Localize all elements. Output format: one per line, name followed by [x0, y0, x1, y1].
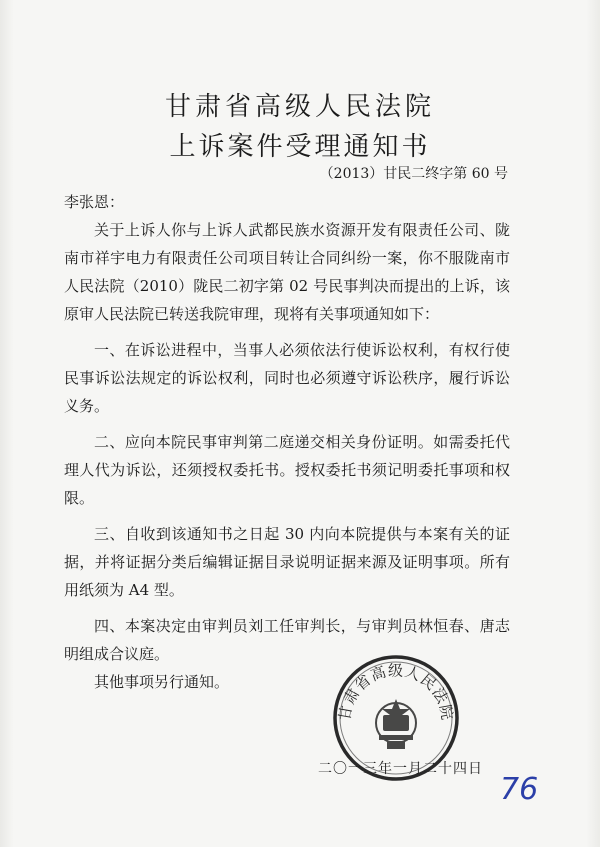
paragraph-item-3: 三、自收到该通知书之日起 30 内向本院提供与本案有关的证据，并将证据分类后编辑证据目录说明证据来源及证明事项。所有用纸须为 A4 型。: [64, 525, 510, 599]
paragraph-intro: 关于上诉人你与上诉人武都民族水资源开发有限责任公司、陇南市祥宇电力有限责任公司项目转让合同纠纷一案，你不服陇南市人民法院（2010）陇民二初字第 02 号民事判决而提出的上诉，该原审人民法院已转送我院审理，现将有关事项通知如下：: [64, 221, 510, 323]
notice-body: [64, 188, 510, 696]
paragraph-item-4: 四、本案决定由审判员刘工任审判长，与审判员林恒春、唐志明组成合议庭。: [64, 617, 510, 663]
salutation: 李张恩：: [64, 193, 125, 211]
handwritten-page-number: 76: [500, 772, 539, 807]
paragraph-closing: 其他事项另行通知。: [94, 673, 230, 691]
issue-date: 二〇一三年一月二十四日: [318, 761, 483, 777]
paragraph-item-2: 二、应向本院民事审判第二庭递交相关身份证明。如需委托代理人代为诉讼，还须授权委托书。授权委托书须记明委托事项和权限。: [64, 433, 510, 507]
paragraph-item-1: 一、在诉讼进程中，当事人必须依法行使诉讼权利，有权行使民事诉讼法规定的诉讼权利，同时也必须遵守诉讼秩序，履行诉讼义务。: [64, 341, 510, 415]
case-number: （2013）甘民二终字第 60 号: [319, 166, 508, 182]
court-name: 甘肃省高级人民法院: [164, 92, 435, 122]
document-title: 上诉案件受理通知书: [169, 132, 431, 162]
seal-text: 甘肃省高级人民法院: [335, 661, 457, 723]
